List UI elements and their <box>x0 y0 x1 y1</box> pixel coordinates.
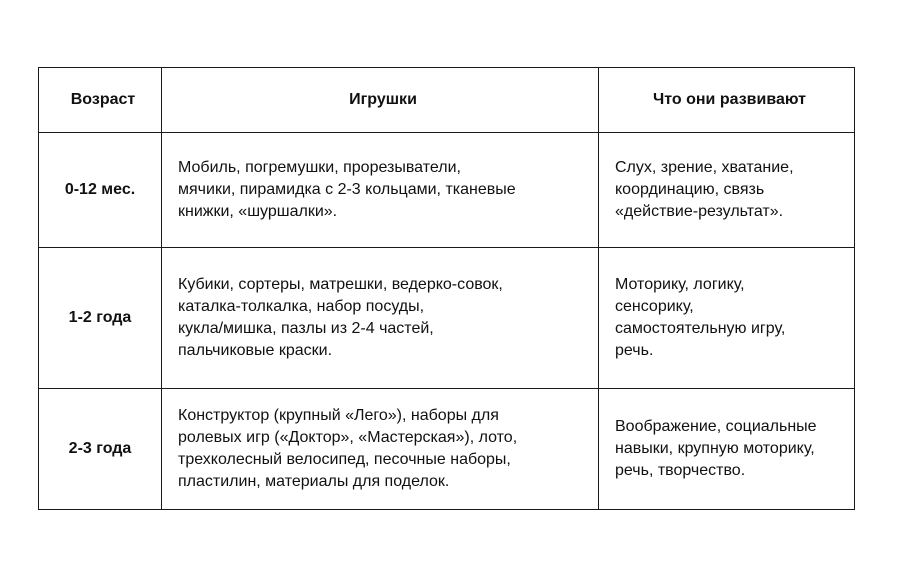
develops-line: координацию, связь <box>615 181 765 198</box>
toys-by-age-table <box>38 67 855 510</box>
age-cell: 1-2 года <box>39 248 162 389</box>
develops-cell <box>599 133 855 248</box>
toys-line: пальчиковые краски. <box>178 342 333 359</box>
develops-line: речь. <box>615 342 654 359</box>
develops-cell <box>599 248 855 389</box>
toys-line: Мобиль, погремушки, прорезыватели, <box>178 159 461 176</box>
header-age: Возраст <box>39 68 162 133</box>
toys-line: книжки, «шуршалки». <box>178 203 338 220</box>
table-row <box>39 133 855 248</box>
toys-line: ролевых игр («Доктор», «Мастерская»), лото, <box>178 429 518 446</box>
header-row <box>39 68 855 133</box>
toys-line: каталка-толкалка, набор посуды, <box>178 298 425 315</box>
develops-line: речь, творчество. <box>615 462 746 479</box>
header-toys: Игрушки <box>162 68 599 133</box>
develops-cell <box>599 389 855 510</box>
toys-cell <box>162 133 599 248</box>
develops-line: Моторику, логику, <box>615 276 745 293</box>
age-cell: 2-3 года <box>39 389 162 510</box>
develops-line: навыки, крупную моторику, <box>615 440 815 457</box>
toys-line: пластилин, материалы для поделок. <box>178 473 450 490</box>
develops-line: «действие-результат». <box>615 203 784 220</box>
toys-line: трехколесный велосипед, песочные наборы, <box>178 451 511 468</box>
toys-cell <box>162 248 599 389</box>
toys-cell <box>162 389 599 510</box>
develops-line: самостоятельную игру, <box>615 320 786 337</box>
toys-line: мячики, пирамидка с 2-3 кольцами, тканевые <box>178 181 516 198</box>
develops-line: Воображение, социальные <box>615 418 817 435</box>
table-row <box>39 389 855 510</box>
toys-line: Кубики, сортеры, матрешки, ведерко-совок, <box>178 276 503 293</box>
toys-line: Конструктор (крупный «Лего»), наборы для <box>178 407 499 424</box>
table-row <box>39 248 855 389</box>
toys-line: кукла/мишка, пазлы из 2-4 частей, <box>178 320 434 337</box>
develops-line: Слух, зрение, хватание, <box>615 159 794 176</box>
develops-line: сенсорику, <box>615 298 694 315</box>
age-cell: 0-12 мес. <box>39 133 162 248</box>
header-develops: Что они развивают <box>599 68 855 133</box>
